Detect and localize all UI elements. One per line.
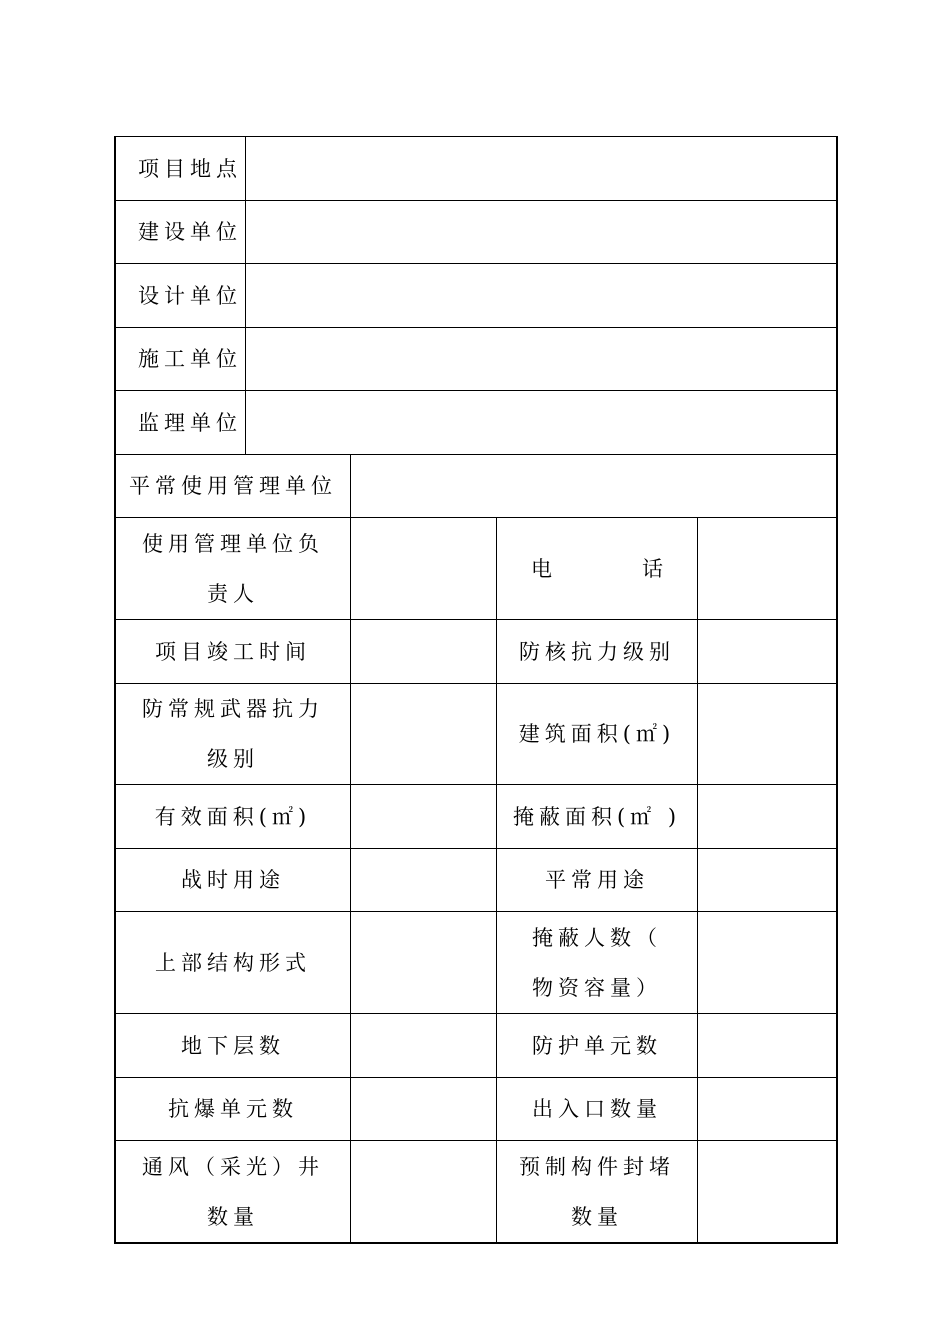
form-row (116, 912, 836, 1014)
effective-area-field[interactable] (351, 785, 497, 848)
responsible-person-field[interactable] (351, 518, 497, 619)
field-label: 掩蔽面积(㎡ ) (497, 785, 698, 848)
form-row (116, 201, 836, 264)
field-label: 设计单位 (116, 264, 246, 327)
wartime-use-field[interactable] (351, 849, 497, 911)
shelter-area-field[interactable] (698, 785, 836, 848)
underground-floors-field[interactable] (351, 1014, 497, 1077)
form-row (116, 620, 836, 684)
project-info-form (114, 136, 838, 1244)
field-label: 使用管理单位负责人 (116, 518, 351, 619)
entrances-count-field[interactable] (698, 1078, 836, 1140)
nuclear-resistance-field[interactable] (698, 620, 836, 683)
field-label: 建设单位 (116, 201, 246, 263)
field-label: 战时用途 (116, 849, 351, 911)
blast-units-field[interactable] (351, 1078, 497, 1140)
field-label: 有效面积(㎡) (116, 785, 351, 848)
prefab-plugging-field[interactable] (698, 1141, 836, 1243)
form-row (116, 264, 836, 328)
contractor-unit-field[interactable] (246, 328, 836, 390)
form-row (116, 785, 836, 849)
field-label: 防核抗力级别 (497, 620, 698, 683)
supervision-unit-field[interactable] (246, 391, 836, 454)
form-row (116, 518, 836, 620)
field-label: 掩蔽人数（ 物资容量） (497, 912, 698, 1013)
shelter-capacity-field[interactable] (698, 912, 836, 1013)
form-row (116, 684, 836, 785)
form-row (116, 1014, 836, 1078)
form-row (116, 1078, 836, 1141)
field-label: 防常规武器抗力级别 (116, 684, 351, 784)
field-label: 平常用途 (497, 849, 698, 911)
form-row (116, 391, 836, 455)
phone-field[interactable] (698, 518, 836, 619)
form-row (116, 455, 836, 518)
field-label: 项目地点 (116, 137, 246, 200)
superstructure-form-field[interactable] (351, 912, 497, 1013)
form-row (116, 849, 836, 912)
phone-label-char: 话 (642, 556, 663, 581)
field-label: 抗爆单元数 (116, 1078, 351, 1140)
construction-unit-field[interactable] (246, 201, 836, 263)
field-label: 通风（采光）井数量 (116, 1141, 351, 1243)
field-label: 上部结构形式 (116, 912, 351, 1013)
phone-label-char: 电 (531, 556, 552, 581)
field-label: 项目竣工时间 (116, 620, 351, 683)
manager-unit-field[interactable] (351, 455, 836, 517)
project-location-field[interactable] (246, 137, 836, 200)
form-row (116, 328, 836, 391)
phone-label (497, 518, 698, 619)
field-label: 监理单位 (116, 391, 246, 454)
field-label: 防护单元数 (497, 1014, 698, 1077)
completion-time-field[interactable] (351, 620, 497, 683)
design-unit-field[interactable] (246, 264, 836, 327)
building-area-field[interactable] (698, 684, 836, 784)
field-label: 施工单位 (116, 328, 246, 390)
field-label: 平常使用管理单位 (116, 455, 351, 517)
ventilation-shafts-field[interactable] (351, 1141, 497, 1243)
protection-units-field[interactable] (698, 1014, 836, 1077)
form-row (116, 1141, 836, 1243)
form-row (116, 137, 836, 201)
field-label: 地下层数 (116, 1014, 351, 1077)
field-label: 出入口数量 (497, 1078, 698, 1140)
field-label: 预制构件封堵数量 (497, 1141, 698, 1243)
conventional-resistance-field[interactable] (351, 684, 497, 784)
peacetime-use-field[interactable] (698, 849, 836, 911)
field-label: 建筑面积(㎡) (497, 684, 698, 784)
